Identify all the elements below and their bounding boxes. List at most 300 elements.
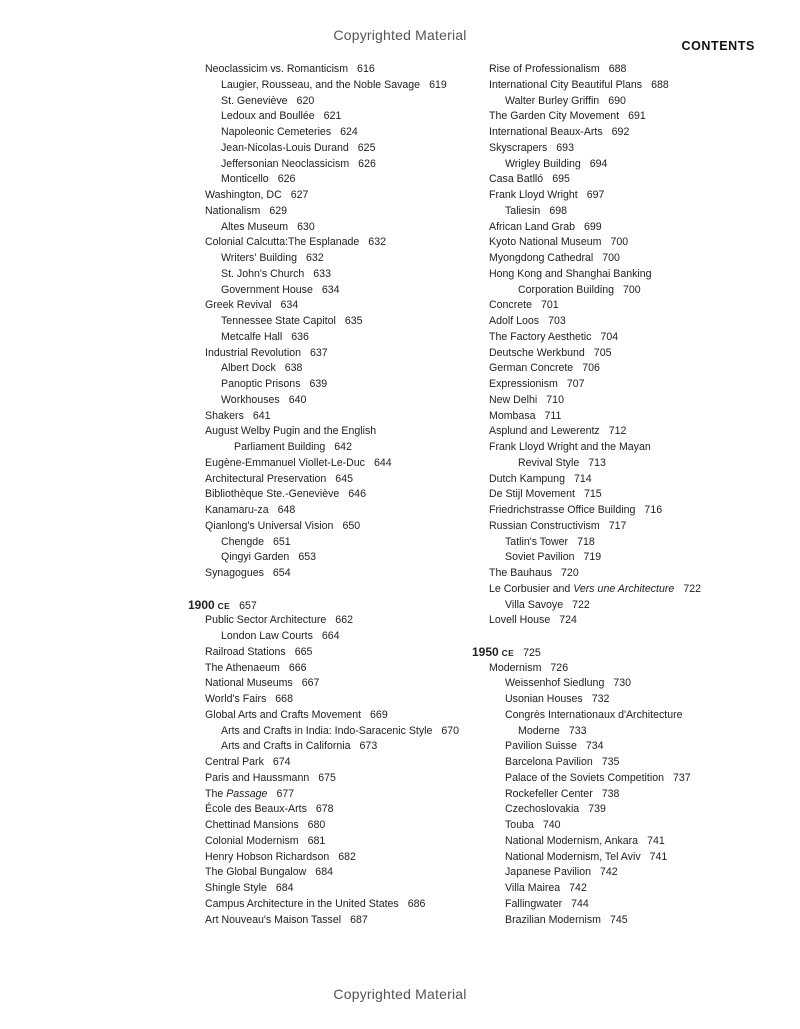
toc-entry <box>472 692 782 708</box>
toc-entry <box>188 692 480 708</box>
toc-page-number: 642 <box>334 441 352 453</box>
toc-page-number: 675 <box>318 771 336 784</box>
toc-page-number: 719 <box>583 551 602 564</box>
toc-entry-title: International City Beautiful Plans <box>489 78 643 91</box>
toc-entry <box>472 787 782 803</box>
toc-entry-title: Workhouses <box>221 393 280 406</box>
toc-entry <box>188 613 480 629</box>
toc-page-number: 706 <box>582 362 600 375</box>
toc-page-number: 733 <box>568 724 587 737</box>
toc-entry-title: Rockefeller Center <box>505 787 593 800</box>
toc-page-number: 677 <box>276 787 295 800</box>
toc-entry-title: Chettinad Mansions <box>205 819 299 831</box>
toc-page-number: 700 <box>623 283 641 296</box>
toc-page-number: 707 <box>566 378 585 390</box>
toc-entry-title: Rise of Professionalism <box>489 63 600 75</box>
toc-page-number: 691 <box>628 110 646 123</box>
toc-entry <box>472 94 782 110</box>
toc-page-number: 616 <box>357 63 375 75</box>
toc-entry <box>188 818 480 834</box>
toc-entry <box>472 78 782 94</box>
toc-entry <box>472 220 782 236</box>
toc-entry <box>472 802 782 818</box>
toc-page-number: 665 <box>294 645 313 658</box>
toc-entry <box>188 771 480 787</box>
toc-entry-title: Tennessee State Capitol <box>221 315 336 327</box>
toc-entry-title: Albert Dock <box>221 362 276 375</box>
toc-entry-title: Usonian Houses <box>505 693 583 705</box>
toc-entry-title: Taliesin <box>505 204 541 217</box>
toc-page-number: 670 <box>441 724 460 737</box>
toc-page-number: 625 <box>357 141 376 154</box>
toc-entry-title: De Stijl Movement <box>489 488 575 501</box>
toc-page-number: 738 <box>601 787 620 800</box>
toc-entry-title: Mombasa <box>489 409 536 422</box>
toc-entry <box>472 550 782 566</box>
toc-entry-title: Casa Batlló <box>489 173 544 186</box>
toc-entry-title: Weissenhof Siedlung <box>505 677 605 690</box>
toc-entry-title: Shingle Style <box>205 882 267 894</box>
toc-page-number: 640 <box>288 393 307 406</box>
toc-page-number: 668 <box>275 693 293 705</box>
toc-page-number: 742 <box>569 882 587 894</box>
toc-entry <box>472 503 782 519</box>
toc-entry <box>472 204 782 220</box>
toc-page-number: 667 <box>301 677 320 690</box>
toc-page-number: 633 <box>313 267 331 280</box>
toc-section-header <box>472 645 782 661</box>
toc-entry <box>188 62 480 78</box>
toc-entry <box>472 676 782 692</box>
section-year: 1950 <box>472 644 499 659</box>
toc-entry-title: Russian Constructivism <box>489 519 600 532</box>
toc-entry-title-italic: Vers une Architecture <box>573 582 675 595</box>
toc-entry-title: Panoptic Prisons <box>221 378 301 390</box>
toc-column-right <box>472 62 782 928</box>
toc-page-number: 714 <box>573 472 592 485</box>
toc-entry <box>472 409 782 425</box>
toc-entry-title: Greek Revival <box>205 299 272 312</box>
toc-page-number: 664 <box>321 630 340 642</box>
toc-entry-title: Lovell House <box>489 614 551 627</box>
toc-page-number: 744 <box>571 897 589 910</box>
toc-entry <box>188 409 480 425</box>
toc-page-number: 653 <box>298 551 316 564</box>
toc-page-number: 645 <box>335 472 353 485</box>
toc-entry-title: Frank Lloyd Wright <box>489 189 578 201</box>
toc-page-number: 686 <box>407 897 426 910</box>
toc-page-number: 698 <box>549 204 568 217</box>
toc-entry <box>188 78 480 94</box>
toc-page-number: 639 <box>309 378 328 390</box>
toc-entry <box>188 755 480 771</box>
toc-entry <box>472 834 782 850</box>
toc-entry-title: World's Fairs <box>205 693 267 705</box>
toc-entry <box>188 188 480 204</box>
toc-entry <box>472 314 782 330</box>
toc-entry-title: Wrigley Building <box>505 157 581 170</box>
toc-entry <box>188 834 480 850</box>
toc-entry-title: National Modernism, Tel Aviv <box>505 850 641 863</box>
toc-entry-title: Metcalfe Hall <box>221 330 283 343</box>
toc-entry-title: London Law Courts <box>221 630 313 642</box>
toc-entry-title: Concrete <box>489 299 532 312</box>
toc-page-number: 629 <box>269 204 288 217</box>
toc-entry <box>472 487 782 503</box>
toc-entry <box>472 440 782 456</box>
toc-entry-title: Synagogues <box>205 567 264 579</box>
toc-page-number: 632 <box>306 252 324 264</box>
toc-entry <box>472 535 782 551</box>
toc-entry <box>188 94 480 110</box>
toc-entry-title: Frank Lloyd Wright and the Mayan <box>489 441 651 453</box>
toc-page-number: 627 <box>290 189 309 201</box>
toc-entry <box>472 109 782 125</box>
toc-entry <box>188 503 480 519</box>
toc-page-number: 693 <box>556 141 574 154</box>
toc-entry <box>188 708 480 724</box>
toc-entry-title: Art Nouveau's Maison Tassel <box>205 913 342 926</box>
toc-entry-title: The Athenaeum <box>205 661 280 674</box>
toc-entry-title: Writers' Building <box>221 252 298 264</box>
toc-entry-title: Asplund and Lewerentz <box>489 425 600 438</box>
toc-page-number: 638 <box>284 362 303 375</box>
toc-entry <box>472 157 782 173</box>
toc-entry-title: Skyscrapers <box>489 141 548 154</box>
toc-entry-title: Czechoslovakia <box>505 803 580 816</box>
running-head: CONTENTS <box>681 39 755 53</box>
toc-entry-title: Campus Architecture in the United States <box>205 897 399 910</box>
toc-page-number: 692 <box>611 126 630 138</box>
section-year: 1900 <box>188 597 215 612</box>
toc-page-number: 646 <box>348 488 366 501</box>
toc-page-number: 650 <box>342 519 361 532</box>
section-era: CE <box>217 600 231 611</box>
toc-entry-title: Henry Hobson Richardson <box>205 850 330 863</box>
toc-entry <box>188 661 480 677</box>
toc-entry-title: Dutch Kampung <box>489 472 565 485</box>
toc-entry <box>188 566 480 582</box>
toc-page-number: 619 <box>429 78 447 91</box>
toc-page-number: 641 <box>252 409 271 422</box>
toc-page-number: 734 <box>585 740 604 753</box>
toc-entry-title: Kanamaru-za <box>205 504 269 516</box>
toc-page-number: 701 <box>541 299 559 312</box>
toc-entry <box>472 125 782 141</box>
toc-page-number: 739 <box>588 803 606 816</box>
toc-entry <box>472 566 782 582</box>
toc-entry-title: Parliament Building <box>234 441 326 453</box>
toc-entry <box>188 487 480 503</box>
toc-page-number: 669 <box>370 708 388 721</box>
toc-page-number: 722 <box>683 582 701 595</box>
toc-page-number: 681 <box>307 834 326 847</box>
toc-entry-title: Laugier, Rousseau, and the Noble Savage <box>221 78 421 91</box>
toc-entry <box>188 424 480 440</box>
toc-entry <box>188 267 480 283</box>
toc-page-number: 632 <box>368 236 386 249</box>
toc-entry <box>188 897 480 913</box>
toc-entry <box>188 456 480 472</box>
toc-entry-title: Modernism <box>489 661 542 674</box>
toc-page-number: 648 <box>277 504 296 516</box>
toc-entry-title: Shakers <box>205 409 244 422</box>
toc-entry-title: École des Beaux-Arts <box>205 803 307 816</box>
toc-entry <box>188 787 480 803</box>
toc-page-number: 737 <box>673 771 691 784</box>
toc-page-number: 725 <box>523 646 541 659</box>
toc-entry-title: Colonial Modernism <box>205 834 299 847</box>
toc-entry <box>472 708 782 724</box>
toc-page-number: 726 <box>550 661 569 674</box>
toc-page-number: 634 <box>321 283 340 296</box>
toc-entry-title: Congrès Internationaux d'Architecture <box>505 708 683 721</box>
toc-column-left <box>188 62 480 928</box>
toc-entry <box>188 739 480 755</box>
toc-page-number: 687 <box>350 913 368 926</box>
toc-page-number: 699 <box>583 220 602 233</box>
toc-page-number: 657 <box>239 599 257 612</box>
section-gap <box>472 629 782 645</box>
toc-entry <box>188 550 480 566</box>
toc-entry <box>472 519 782 535</box>
toc-entry-title: Corporation Building <box>518 283 614 296</box>
toc-page-number: 742 <box>600 866 618 879</box>
toc-entry <box>188 330 480 346</box>
toc-entry <box>472 424 782 440</box>
toc-page-number: 718 <box>577 535 595 548</box>
toc-entry <box>188 314 480 330</box>
toc-entry-title: Neoclassicim vs. Romanticism <box>205 63 349 75</box>
toc-page-number: 690 <box>608 94 626 107</box>
toc-entry <box>472 251 782 267</box>
toc-entry-title: Altes Museum <box>221 220 289 233</box>
toc-entry-title: Pavilion Suisse <box>505 740 577 753</box>
toc-entry-title: St. Geneviève <box>221 94 288 107</box>
toc-entry <box>472 755 782 771</box>
toc-entry-title: Qianlong's Universal Vision <box>205 519 334 532</box>
toc-page-number: 720 <box>561 567 579 579</box>
toc-page-number: 713 <box>588 456 606 469</box>
toc-page-number: 684 <box>275 882 294 894</box>
toc-entry <box>188 881 480 897</box>
toc-entry <box>472 298 782 314</box>
toc-entry <box>188 724 480 740</box>
toc-entry <box>472 330 782 346</box>
toc-entry-title: Arts and Crafts in India: Indo-Saracenic Style <box>221 724 433 737</box>
toc-page-number: 680 <box>307 819 326 831</box>
toc-entry-title: The Bauhaus <box>489 567 553 579</box>
toc-page-number: 722 <box>572 598 590 611</box>
toc-entry-title: Brazilian Modernism <box>505 913 601 926</box>
toc-page-number: 678 <box>315 803 334 816</box>
toc-page-number: 637 <box>310 346 328 359</box>
toc-entry-title: Architectural Preservation <box>205 472 327 485</box>
copyright-watermark-bottom: Copyrighted Material <box>333 986 467 1002</box>
toc-entry <box>188 535 480 551</box>
toc-page-number: 630 <box>297 220 315 233</box>
toc-entry <box>188 865 480 881</box>
toc-entry-title: Railroad Stations <box>205 645 286 658</box>
toc-entry <box>188 283 480 299</box>
toc-page-number: 703 <box>548 315 566 327</box>
toc-entry-title: Deutsche Werkbund <box>489 346 585 359</box>
toc-entry-title: Colonial Calcutta:The Esplanade <box>205 236 360 249</box>
toc-entry <box>188 361 480 377</box>
toc-entry <box>188 346 480 362</box>
toc-entry <box>188 235 480 251</box>
toc-entry-title: Monticello <box>221 173 269 186</box>
toc-entry-title: Public Sector Architecture <box>205 614 327 627</box>
toc-page-number: 724 <box>559 614 577 627</box>
toc-page-number: 682 <box>338 850 356 863</box>
toc-page-number: 684 <box>315 866 333 879</box>
toc-entry-title: Touba <box>505 819 534 831</box>
toc-page-number: 710 <box>546 393 564 406</box>
toc-page-number: 654 <box>272 567 291 579</box>
toc-page-number: 644 <box>373 456 392 469</box>
toc-entry-title: Ledoux and Boullée <box>221 110 315 123</box>
toc-page-number: 716 <box>644 504 663 516</box>
toc-entry-title: Tatlin's Tower <box>505 535 569 548</box>
toc-entry <box>188 393 480 409</box>
toc-entry <box>188 850 480 866</box>
toc-page-number: 621 <box>323 110 342 123</box>
toc-page-number: 695 <box>552 173 570 186</box>
toc-entry-title: Friedrichstrasse Office Building <box>489 504 636 516</box>
toc-entry-title: August Welby Pugin and the English <box>205 425 377 438</box>
toc-entry <box>188 472 480 488</box>
toc-entry-title: Villa Savoye <box>505 598 564 611</box>
toc-entry-title: German Concrete <box>489 362 574 375</box>
toc-page-number: 740 <box>542 819 561 831</box>
toc-entry-title: Soviet Pavilion <box>505 551 575 564</box>
toc-entry-title: Arts and Crafts in California <box>221 740 351 753</box>
toc-entry <box>472 267 782 283</box>
toc-page-number: 741 <box>647 834 665 847</box>
toc-page-number: 715 <box>583 488 602 501</box>
toc-page-number: 634 <box>280 299 299 312</box>
toc-entry <box>472 771 782 787</box>
toc-page-number: 674 <box>272 756 291 768</box>
toc-entry <box>472 456 782 472</box>
toc-entry <box>472 141 782 157</box>
toc-entry-title: Napoleonic Cemeteries <box>221 126 332 138</box>
copyright-watermark-top: Copyrighted Material <box>333 27 467 43</box>
toc-entry-title: African Land Grab <box>489 220 575 233</box>
toc-entry <box>472 188 782 204</box>
toc-entry <box>472 897 782 913</box>
toc-entry-title-italic: Passage <box>226 787 268 800</box>
toc-entry-title: The Global Bungalow <box>205 866 307 879</box>
toc-page-number: 694 <box>589 157 608 170</box>
toc-entry <box>472 661 782 677</box>
section-gap <box>188 582 480 598</box>
toc-entry <box>188 141 480 157</box>
toc-entry <box>472 850 782 866</box>
toc-entry <box>188 298 480 314</box>
toc-page-number: 666 <box>288 661 307 674</box>
toc-entry <box>472 377 782 393</box>
toc-page-number: 688 <box>651 78 669 91</box>
toc-entry <box>472 472 782 488</box>
toc-entry-title: Adolf Loos <box>489 315 540 327</box>
toc-entry-title: National Modernism, Ankara <box>505 834 639 847</box>
toc-entry <box>472 62 782 78</box>
toc-entry-title: Paris and Haussmann <box>205 771 310 784</box>
toc-entry-title: New Delhi <box>489 393 538 406</box>
toc-page-number: 712 <box>608 425 627 438</box>
toc-entry <box>188 220 480 236</box>
toc-entry <box>472 346 782 362</box>
section-era: CE <box>501 647 515 658</box>
toc-entry <box>472 172 782 188</box>
toc-entry <box>188 440 480 456</box>
toc-entry-title: Japanese Pavilion <box>505 866 591 879</box>
toc-page-number: 651 <box>273 535 291 548</box>
toc-entry <box>472 235 782 251</box>
toc-entry-title: Barcelona Pavilion <box>505 756 593 768</box>
toc-entry <box>472 613 782 629</box>
toc-entry-title: Washington, DC <box>205 189 282 201</box>
toc-entry <box>188 377 480 393</box>
toc-entry <box>472 818 782 834</box>
toc-entry-title: Hong Kong and Shanghai Banking <box>489 267 652 280</box>
toc-entry <box>188 157 480 173</box>
toc-entry-title: Fallingwater <box>505 897 563 910</box>
toc-entry-title: St. John's Church <box>221 267 305 280</box>
toc-entry-title: International Beaux-Arts <box>489 126 603 138</box>
toc-entry-title: Myongdong Cathedral <box>489 252 594 264</box>
toc-entry-title: Government House <box>221 283 313 296</box>
toc-entry-title: Walter Burley Griffin <box>505 94 600 107</box>
toc-page-number: 735 <box>601 756 620 768</box>
toc-entry-title: Jean-Nicolas-Louis Durand <box>221 141 349 154</box>
toc-entry <box>472 283 782 299</box>
toc-page-number: 620 <box>296 94 315 107</box>
toc-entry <box>188 913 480 929</box>
toc-page-number: 673 <box>359 740 378 753</box>
toc-page-number: 711 <box>544 409 562 422</box>
toc-entry <box>188 204 480 220</box>
toc-entry-title: Chengde <box>221 535 265 548</box>
toc-section-header <box>188 598 480 614</box>
toc-entry-title: Nationalism <box>205 204 261 217</box>
toc-page-number: 717 <box>608 519 627 532</box>
toc-page-number: 688 <box>608 63 627 75</box>
toc-entry-title: Expressionism <box>489 378 558 390</box>
toc-entry-title: Global Arts and Crafts Movement <box>205 708 362 721</box>
toc-page-number: 700 <box>602 252 620 264</box>
toc-page-number: 732 <box>591 693 610 705</box>
toc-page-number: 636 <box>291 330 309 343</box>
toc-entry-title: Industrial Revolution <box>205 346 301 359</box>
toc-entry-title: Qingyi Garden <box>221 551 290 564</box>
toc-page-number: 697 <box>586 189 605 201</box>
toc-entry <box>188 629 480 645</box>
toc-page-number: 624 <box>340 126 358 138</box>
toc-entry <box>472 724 782 740</box>
toc-entry <box>188 802 480 818</box>
toc-page-number: 700 <box>610 236 629 249</box>
toc-entry <box>472 865 782 881</box>
toc-page-number: 635 <box>344 315 363 327</box>
toc-entry <box>188 125 480 141</box>
toc-entry <box>472 393 782 409</box>
toc-page-number: 626 <box>358 157 376 170</box>
toc-page-number: 704 <box>600 330 619 343</box>
toc-entry-title: National Museums <box>205 677 293 690</box>
